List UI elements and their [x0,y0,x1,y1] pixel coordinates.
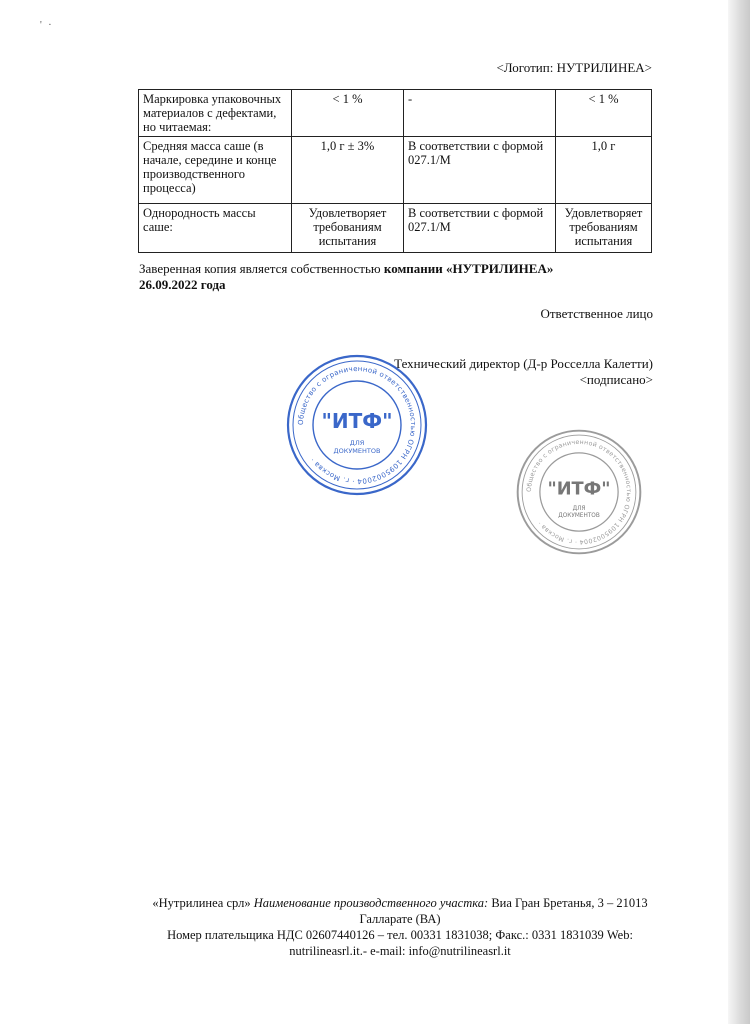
blue-stamp-center: "ИТФ" [321,409,393,433]
footer-address-2: Галларате (ВА) [359,912,441,926]
blue-stamp-sub2: ДОКУМЕНТОВ [333,447,381,455]
cell-norm: Удовлетворяет требованиям испытания [292,204,404,253]
signatory-title: Технический директор (Д-р Росселла Калетти) [394,356,653,371]
cell-norm: < 1 % [292,90,404,137]
gray-stamp-ring-text: Общество с ограниченной ответственностью ОГРН 1095002004 · г. Москва · [525,438,633,546]
blue-stamp-sub1: ДЛЯ [349,439,365,447]
cell-parameter: Однородность массы саше: [139,204,292,253]
cell-method: В соответствии с формой 027.1/М [404,204,556,253]
cell-result: Удовлетворяет требованиям испытания [556,204,652,253]
table-row [139,90,652,137]
scan-edge-shadow [728,0,750,1024]
gray-seal-stamp [515,428,643,556]
cell-method: - [404,90,556,137]
signature-block [394,356,653,388]
note-date: 26.09.2022 года [139,277,226,292]
footer-line-1 [150,895,650,911]
table-row [139,204,652,253]
footer-address-1: Виа Гран Бретанья, 3 – 21013 [488,896,648,910]
responsible-person-label: Ответственное лицо [540,306,653,321]
logo-placeholder: <Логотип: НУТРИЛИНЕА> [496,60,652,75]
cell-parameter: Маркировка упаковочных материалов с дефектами, но читаемая: [139,90,292,137]
footer-site-label: Наименование производственного участка: [253,896,489,910]
note-company: компании «НУТРИЛИНЕА» [383,261,554,276]
blue-stamp-ring-text: Общество с ограниченной ответственностью ОГРН 1095002004 · г. Москва · [296,364,418,486]
company-footer [150,895,650,959]
signed-mark: <подписано> [579,372,653,387]
note-text: Заверенная копия является собственностью [139,261,384,276]
table-row [139,137,652,204]
gray-stamp-center: "ИТФ" [547,479,611,500]
scan-specks: ' · [40,20,54,31]
cell-result: < 1 % [556,90,652,137]
certified-copy-note [139,261,553,293]
cell-norm: 1,0 г ± 3% [292,137,404,204]
blue-seal-stamp [285,353,429,497]
footer-company: «Нутрилинеа срл» [152,896,251,910]
cell-result: 1,0 г [556,137,652,204]
gray-stamp-sub2: ДОКУМЕНТОВ [558,512,600,519]
spec-table [138,89,652,253]
cell-method: В соответствии с формой 027.1/М [404,137,556,204]
footer-tax-contacts: Номер плательщика НДС 02607440126 – тел. 00331 1831038; Факс.: 0331 1831039 Web: [167,928,633,942]
gray-stamp-sub1: ДЛЯ [572,505,586,512]
footer-web-email: nutrilineasrl.it.- e-mail: info@nutrilineasrl.it [289,944,511,958]
cell-parameter: Средняя масса саше (в начале, середине и конце производственного процесса) [139,137,292,204]
